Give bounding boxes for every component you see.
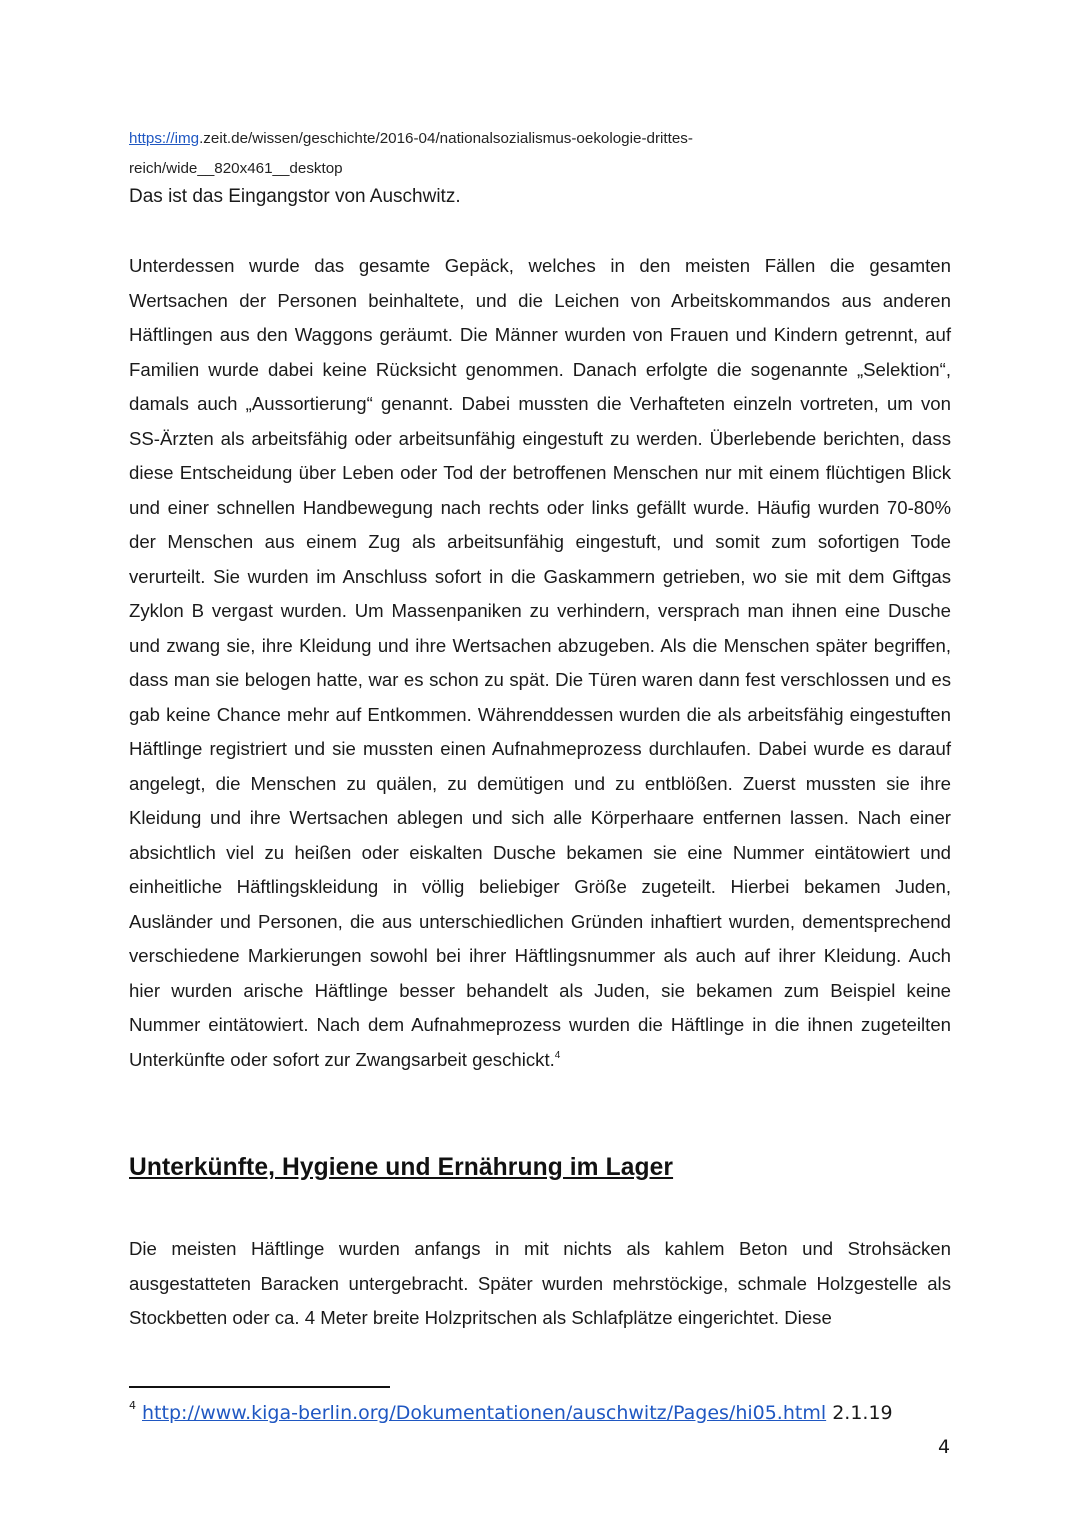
image-source-reference: [129, 124, 951, 184]
body-paragraph-1: [129, 249, 951, 1077]
source-link[interactable]: https://img: [129, 130, 200, 147]
footnote: [129, 1398, 893, 1428]
page-number: 4: [938, 1436, 951, 1458]
footnote-number: 4: [129, 1399, 136, 1412]
footnote-date: 2.1.19: [832, 1402, 893, 1424]
section-heading: Unterkünfte, Hygiene und Ernährung im Lager: [129, 1154, 674, 1181]
source-line-2: reich/wide__820x461__desktop: [129, 160, 343, 177]
footnote-separator: [129, 1386, 390, 1388]
footnote-reference[interactable]: 4: [554, 1049, 561, 1061]
image-caption: Das ist das Eingangstor von Auschwitz.: [129, 186, 461, 207]
body-paragraph-2: Die meisten Häftlinge wurden anfangs in mit nichts als kahlem Beton und Strohsäcken ausgestatteten Baracken untergebracht. Später wurden mehrstöckige, schmale Holzgestelle als Stockbetten oder ca. 4 Meter breite Holzpritschen als Schlafplätze eingerichtet. Diese: [129, 1238, 951, 1328]
source-url-rest: .zeit.de/wissen/geschichte/2016-04/nationalsozialismus-oekologie-drittes-: [199, 130, 693, 147]
source-line-1: [129, 124, 951, 154]
paragraph-1-text: Unterdessen wurde das gesamte Gepäck, welches in den meisten Fällen die gesamten Wertsachen der Personen beinhaltete, und die Leichen von Arbeitskommandos aus anderen Häftlingen aus den Waggons geräumt. Die Männer wurden von Frauen und Kindern getrennt, auf Familien wurde dabei keine Rücksicht genommen. Danach erfolgte die sogenannte „Selektion“, damals auch „Aussortierung“ genannt. Dabei mussten die Verhafteten einzeln vortreten, um von SS-Ärzten als arbeitsfähig oder arbeitsunfähig eingestuft zu werden. Überlebende berichten, dass diese Entscheidung über Leben oder Tod der betroffenen Menschen nur mit einem flüchtigen Blick und einer schnellen Handbewegung nach rechts oder links gefällt wurde. Häufig wurden 70-80% der Menschen aus einem Zug als arbeitsunfähig eingestuft, und somit zum sofortigen Tode verurteilt. Sie wurden im Anschluss sofort in die Gaskammern getrieben, wo sie mit dem Giftgas Zyklon B vergast wurden. Um Massenpaniken zu verhindern, versprach man ihnen eine Dusche und zwang sie, ihre Kleidung und ihre Wertsachen abzugeben. Als die Menschen später begriffen, dass man sie belogen hatte, war es schon zu spät. Die Türen waren dann fest verschlossen und es gab keine Chance mehr auf Entkommen. Währenddessen wurden die als arbeitsfähig eingestuften Häftlinge registriert und sie mussten einen Aufnahmeprozess durchlaufen. Dabei wurde es darauf angelegt, die Menschen zu quälen, zu demütigen und zu entblößen. Zuerst mussten sie ihre Kleidung und ihre Wertsachen ablegen und sich alle Körperhaare entfernen lassen. Nach einer absichtlich viel zu heißen oder eiskalten Dusche bekamen sie eine Nummer eintätowiert und einheitliche Häftlingskleidung in völlig beliebiger Größe zugeteilt. Hierbei bekamen Juden, Ausländer und Personen, die aus unterschiedlichen Gründen inhaftiert wurden, dementsprechend verschiedene Markierungen sowohl bei ihrer Häftlingsnummer als auch auf ihrer Kleidung. Auch hier wurden arische Häftlinge besser behandelt als Juden, sie bekamen zum Beispiel keine Nummer eintätowiert. Nach dem Aufnahmeprozess wurden die Häftlinge in die ihnen zugeteilten Unterkünfte oder sofort zur Zwangsarbeit geschickt.: [129, 255, 951, 1070]
footnote-link[interactable]: http://www.kiga-berlin.org/Dokumentationen/auschwitz/Pages/hi05.html: [142, 1402, 827, 1424]
